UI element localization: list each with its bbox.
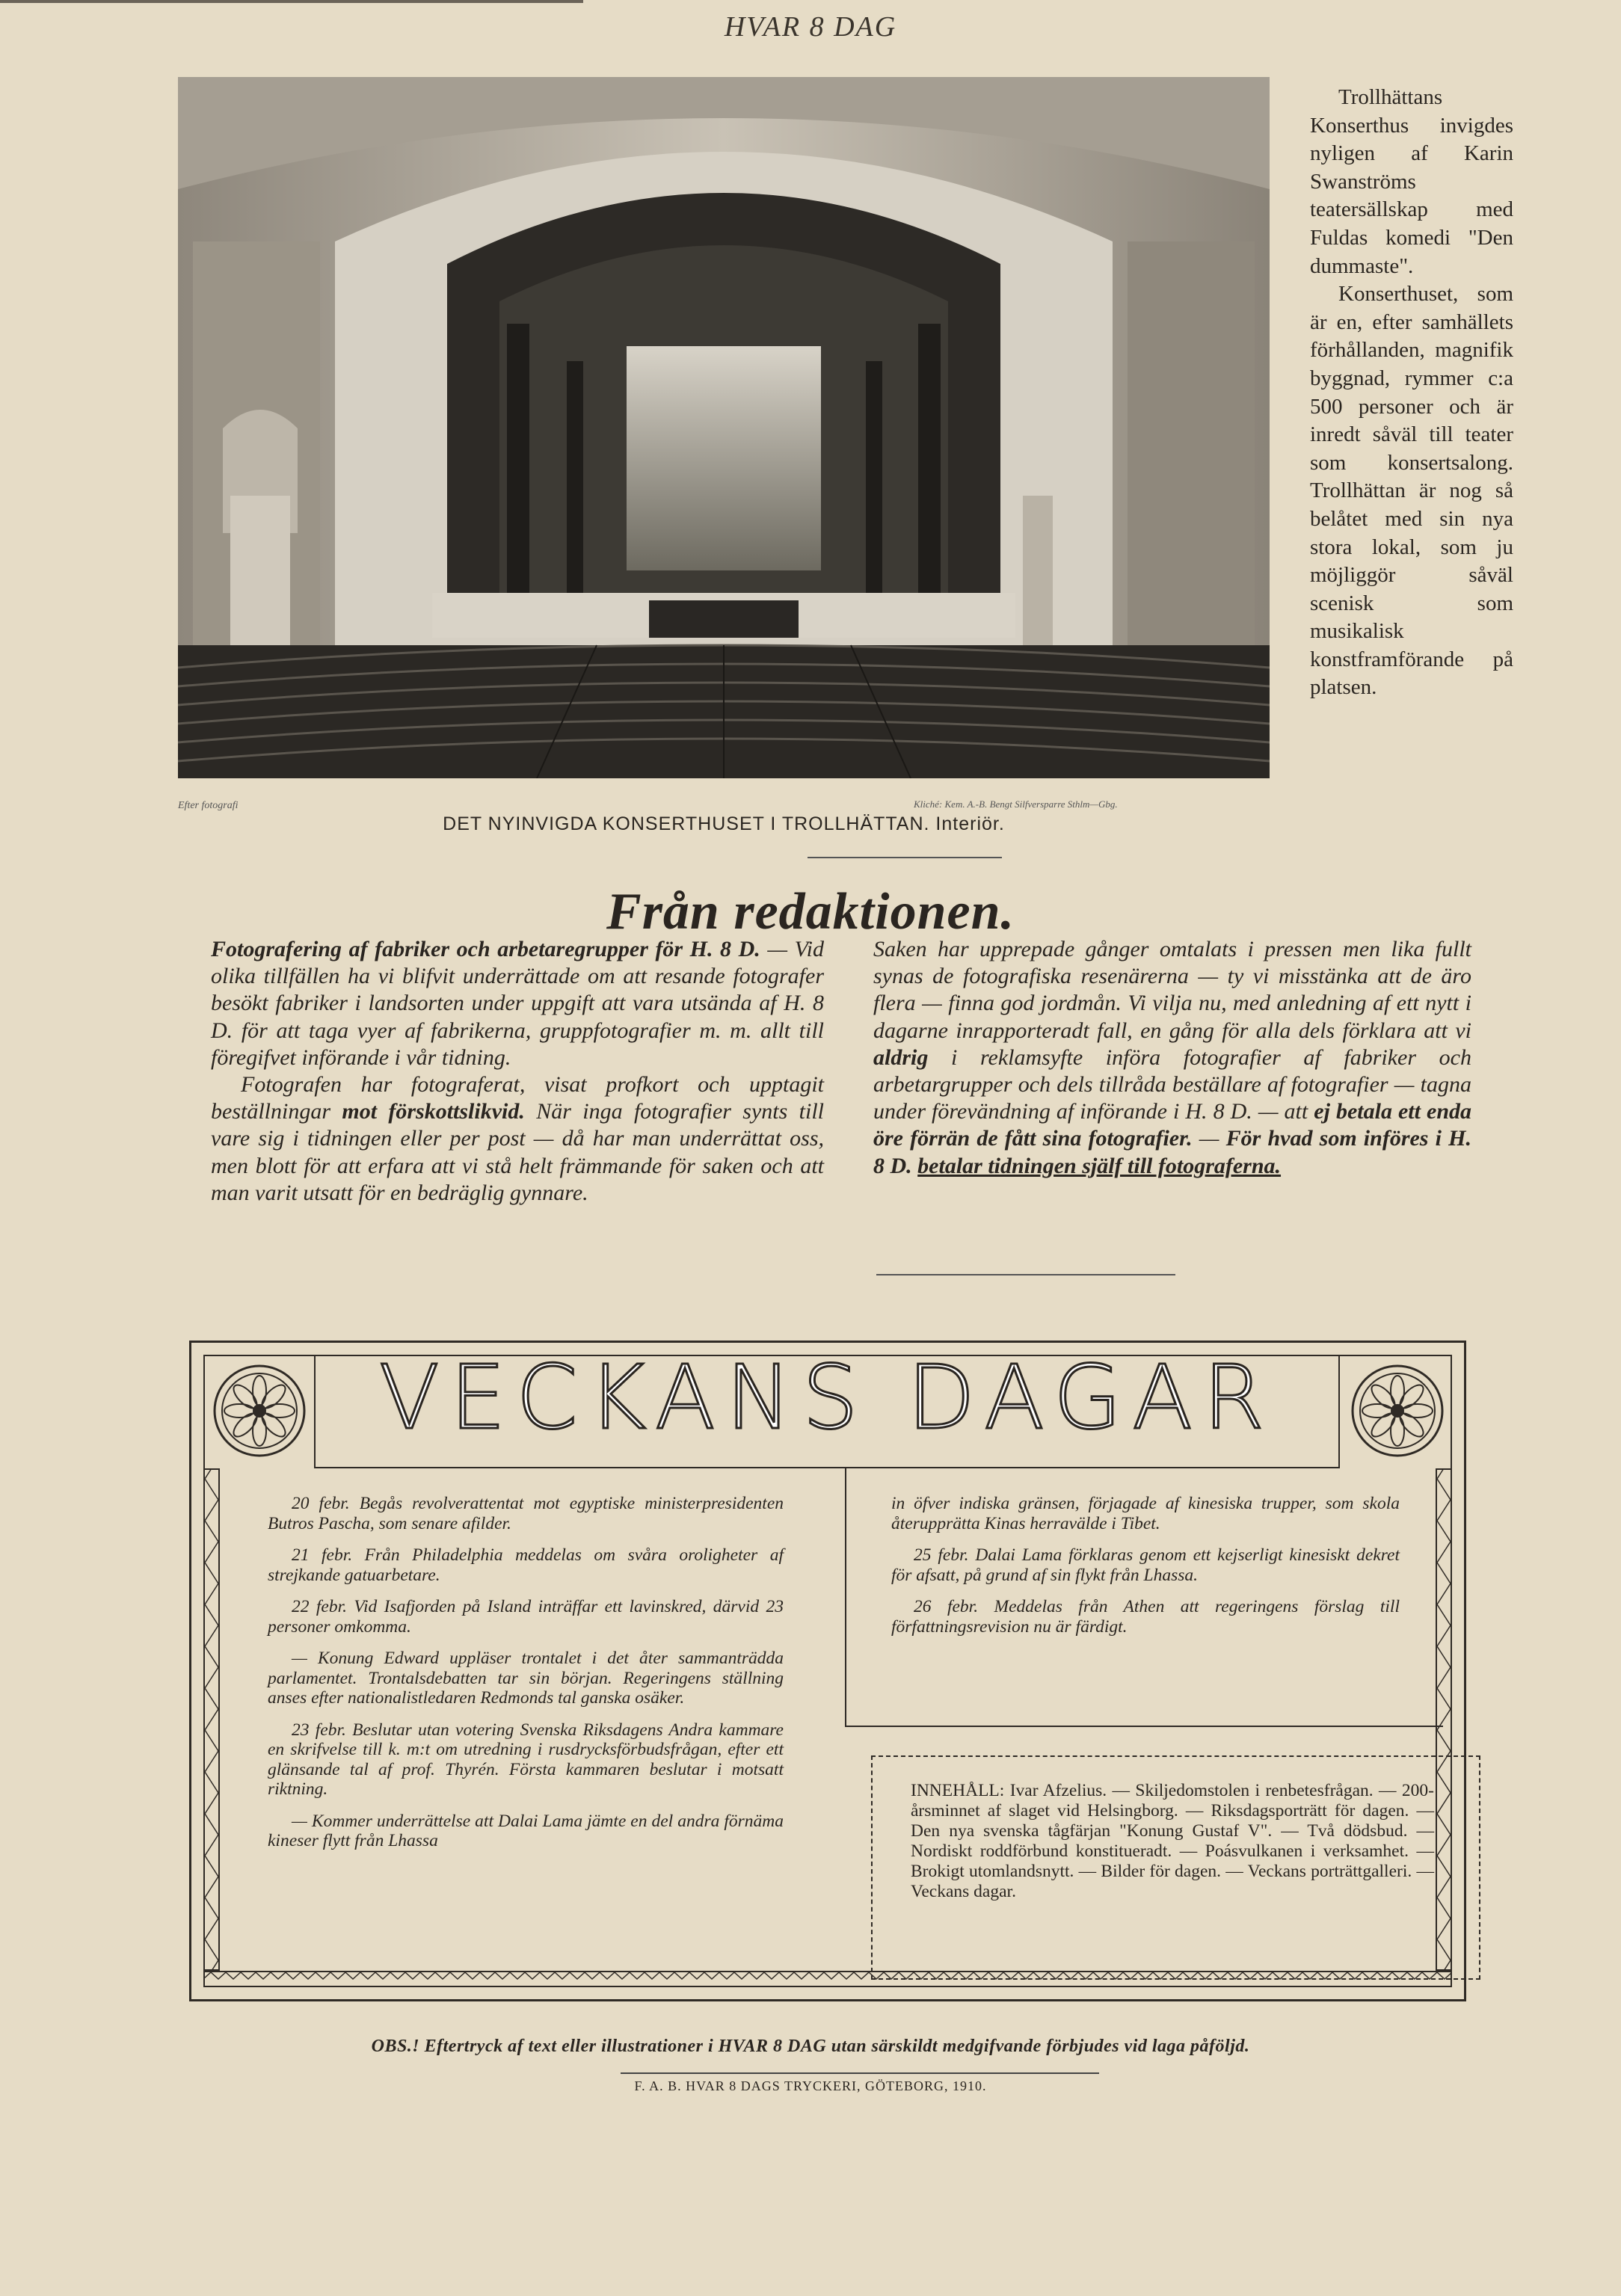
veckans-dagar-title: VECKANS DAGAR — [379, 1346, 1275, 1449]
veckans-dagar-right-column — [891, 1494, 1400, 1649]
theatre-photo — [178, 77, 1270, 778]
news-item: 22 febr. Vid Isafjorden på Island inträffar ett lavinskred, därvid 23 personer omkomma. — [268, 1597, 784, 1637]
news-item: — Konung Edward uppläser trontalet i det åter sammanträdda parlamentet. Trontalsdebatten tar sin början. Regeringens ställning anses efter nationalistledaren Redmonds tal ganska osäker. — [268, 1649, 784, 1708]
editorial-emphasis: För hvad som införes i H. 8 D. — [873, 1126, 1471, 1178]
editorial-text: — Vid olika tillfällen ha vi blifvit underrättade om att resande fotografer besökt fabriker i landsorten under uppgift att vara utsända af H. 8 D. för att taga vyer af fabrikerna, gruppfotografier m. m. allt till föregifvet införande i vår tidning. — [211, 937, 824, 1070]
contents-text: Ivar Afzelius. — Skiljedomstolen i renbetesfrågan. — 200-årsminnet af slaget vid Helsingborg. — Riksdagsporträtt för dagen. — Den nya svenska tågfärjan "Konung Gustaf V". — Två dödsbud. — Nordiskt roddförbund konstitueradt. — Poásvulkanen i verksamhet. — Brokigt utomlandsnytt. — Bilder för dagen. — Veckans porträttgalleri. — Veckans dagar. — [911, 1781, 1434, 1901]
divider — [808, 857, 1002, 858]
veckans-dagar-left-column — [268, 1494, 784, 1863]
divider — [876, 1274, 1175, 1275]
side-article — [1310, 84, 1513, 702]
editorial-emphasis: mot förskottslikvid. — [342, 1099, 525, 1124]
section-title: Från redaktionen. — [606, 883, 1015, 941]
border-ornament — [203, 1468, 220, 1971]
contents-label: INNEHÅLL: — [911, 1781, 1005, 1800]
editorial-text: Saken har upprepade gånger omtalats i pressen men lika fullt synas de fotografiska resenärerna — ty vi misstänka att de äro flera — finna god jordmån. Vi vilja nu, med anledning af ett nytt i dagarne inrapporteradt fall, en gång för alla dels förklara att vi — [873, 937, 1471, 1043]
reprint-notice: OBS.! Eftertryck af text eller illustrationer i HVAR 8 DAG utan särskildt medgifvande förbjudes vid laga påföljd. — [371, 2037, 1250, 2056]
news-item: 21 febr. Från Philadelphia meddelas om svåra oroligheter af strejkande gatuarbetare. — [268, 1545, 784, 1585]
side-article-paragraph: Konserthuset, som är en, efter samhällets förhållanden, magnifik byggnad, rymmer c:a 500 personer och är inredt såväl till teater som konsertsalong. Trollhättan är nog så belåtet med sin nya stora lokal, som ju möjliggör såväl scenisk som musikalisk konstframförande på platsen. — [1310, 282, 1513, 700]
editorial-right-column — [873, 936, 1471, 1180]
editorial-paragraph — [211, 1071, 824, 1207]
news-item: 26 febr. Meddelas från Athen att regeringens förslag till författningsrevision nu är färdigt. — [891, 1597, 1400, 1637]
news-item: — Kommer underrättelse att Dalai Lama jämte en del andra förnäma kineser flytt från Lhassa — [268, 1811, 784, 1850]
editorial-text: När inga fotografier synts till vare sig i tidningen eller per post — då har man underrättat oss, men blott för att erfara att vi stå helt främmande för saken och att man varit utsatt för en bedräglig gynnare. — [211, 1099, 824, 1205]
photo-credit-right: Kliché: Kem. A.-B. Bengt Silfversparre Sthlm—Gbg. — [914, 798, 1118, 810]
rosette-ornament-icon — [211, 1362, 308, 1459]
side-article-paragraph: Trollhättans Konserthus invigdes nyligen af Karin Swanströms teatersällskap med Fuldas komedi "Den dummaste". — [1310, 85, 1513, 278]
theatre-interior-illustration — [178, 77, 1270, 778]
contents-list — [911, 1781, 1434, 1902]
header-rule — [0, 0, 583, 3]
news-item: in öfver indiska gränsen, förjagade af kinesiska trupper, som skola återupprätta Kinas herravälde i Tibet. — [891, 1494, 1400, 1533]
printer-imprint: F. A. B. HVAR 8 DAGS TRYCKERI, GÖTEBORG, 1910. — [634, 2078, 987, 2093]
editorial-emphasis: ej betala ett enda öre förrän de fått sina fotografier. — [873, 1099, 1472, 1151]
editorial-paragraph — [211, 936, 824, 1071]
divider — [621, 2072, 1099, 2074]
editorial-text: i reklamsyfte införa fotografier af fabriker och arbetargrupper och dels tillråda beställare af fotografier — tagna under förevändning af införande i H. 8 D. — att — [873, 1044, 1471, 1124]
editorial-text: Fotografen har fotograferat, visat profkort och upptagit beställningar — [211, 1072, 824, 1124]
news-item: 23 febr. Beslutar utan votering Svenska Riksdagens Andra kammare en skrifvelse till k. m:t om utredning i rusdrycksförbudsfrågan, efter ett glänsande tal af prof. Thyrén. Första kammaren beslutar i motsatt riktning. — [268, 1720, 784, 1799]
photo-caption: DET NYINVIGDA KONSERTHUSET I TROLLHÄTTAN. Interiör. — [443, 813, 1005, 834]
news-item: 20 febr. Begås revolverattentat mot egyptiske ministerpresidenten Butros Pascha, som senare afilder. — [268, 1494, 784, 1533]
editorial-emphasis-underlined: betalar tidningen själf till fotograferna. — [917, 1153, 1282, 1178]
page-header: HVAR 8 DAG — [724, 11, 897, 43]
rosette-ornament-icon — [1349, 1362, 1446, 1459]
editorial-left-column — [211, 936, 824, 1207]
editorial-heading: Fotografering af fabriker och arbetaregrupper för H. 8 D. — [211, 937, 760, 961]
editorial-text: — — [1192, 1126, 1226, 1151]
editorial-emphasis: aldrig — [873, 1044, 929, 1070]
photo-credit-left: Efter fotografi — [178, 800, 239, 811]
editorial-paragraph — [873, 936, 1471, 1180]
news-item: 25 febr. Dalai Lama förklaras genom ett kejserligt kinesiskt dekret för afsatt, på grund af sin flykt från Lhassa. — [891, 1545, 1400, 1585]
